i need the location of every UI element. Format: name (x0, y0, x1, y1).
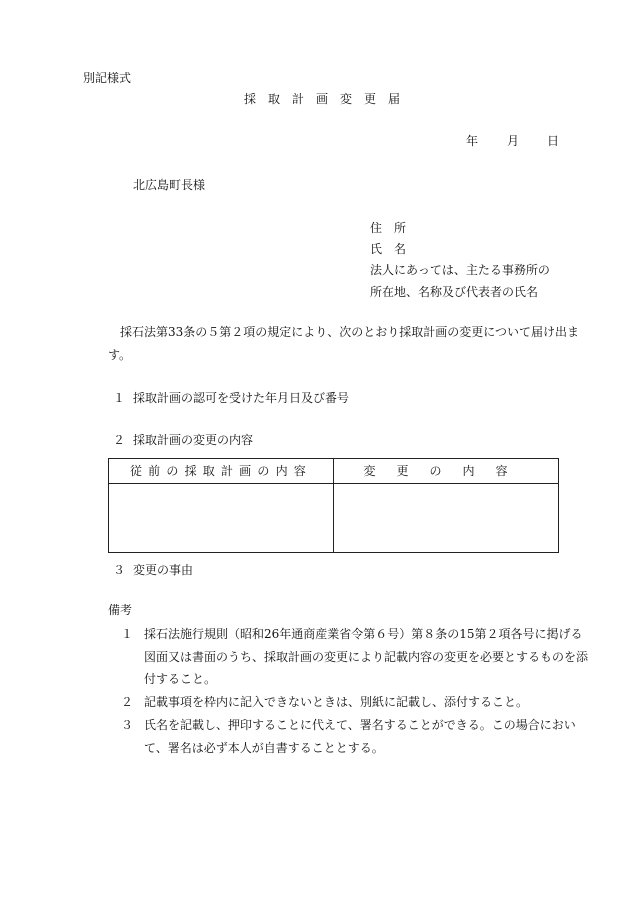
addressee: 北広島町長様 (133, 178, 206, 192)
item-1 (113, 392, 349, 404)
item-number: ２ (113, 433, 126, 447)
item-text: 採取計画の変更の内容 (133, 433, 254, 447)
body-line-1: 採石法第33条の５第２項の規定により、次のとおり採取計画の変更について届け出ま (120, 325, 580, 339)
form-label: 別記様式 (83, 71, 132, 85)
item-number: ３ (113, 563, 126, 577)
name-label: 氏 名 (370, 242, 407, 256)
date-line (466, 135, 559, 147)
item-number: １ (113, 391, 126, 405)
note-number: １ (121, 627, 134, 641)
document-title: 採 取 計 画 変 更 届 (244, 92, 401, 106)
note-line: 図面又は書面のうち、採取計画の変更により記載内容の変更を必要とするものを添 (144, 650, 589, 664)
item-2 (113, 434, 253, 446)
note-line: 付すること。 (144, 672, 217, 686)
date-day: 日 (547, 134, 560, 148)
corp-note-line2: 所在地、名称及び代表者の氏名 (370, 285, 539, 299)
corp-note-line1: 法人にあっては、主たる事務所の (370, 263, 550, 277)
table-row (109, 484, 559, 553)
note-line: 氏名を記載し、押印することに代えて、署名することができる。この場合におい (144, 718, 576, 732)
body-line-2: す。 (108, 348, 132, 362)
item-text: 変更の事由 (133, 563, 194, 577)
item-3 (113, 564, 193, 576)
header-before: 従前の採取計画の内容 (109, 459, 334, 484)
note-line: て、署名は必ず本人が自書することとする。 (144, 741, 384, 755)
note-line: 採石法施行規則（昭和26年通商産業省令第６号）第８条の15第２項各号に掲げる (144, 627, 583, 641)
date-month: 月 (507, 134, 520, 148)
date-year: 年 (466, 134, 479, 148)
cell-after[interactable] (334, 484, 559, 553)
cell-before[interactable] (109, 484, 334, 553)
change-table (108, 458, 559, 553)
note-number: ３ (121, 718, 134, 732)
table-header-row (109, 459, 559, 484)
note-line: 記載事項を枠内に記入できないときは、別紙に記載し、添付すること。 (144, 695, 529, 709)
remarks-heading: 備考 (108, 603, 133, 617)
address-label: 住 所 (370, 221, 407, 235)
item-text: 採取計画の認可を受けた年月日及び番号 (133, 391, 350, 405)
header-after: 変更の内容 (334, 459, 559, 484)
note-number: ２ (121, 695, 134, 709)
